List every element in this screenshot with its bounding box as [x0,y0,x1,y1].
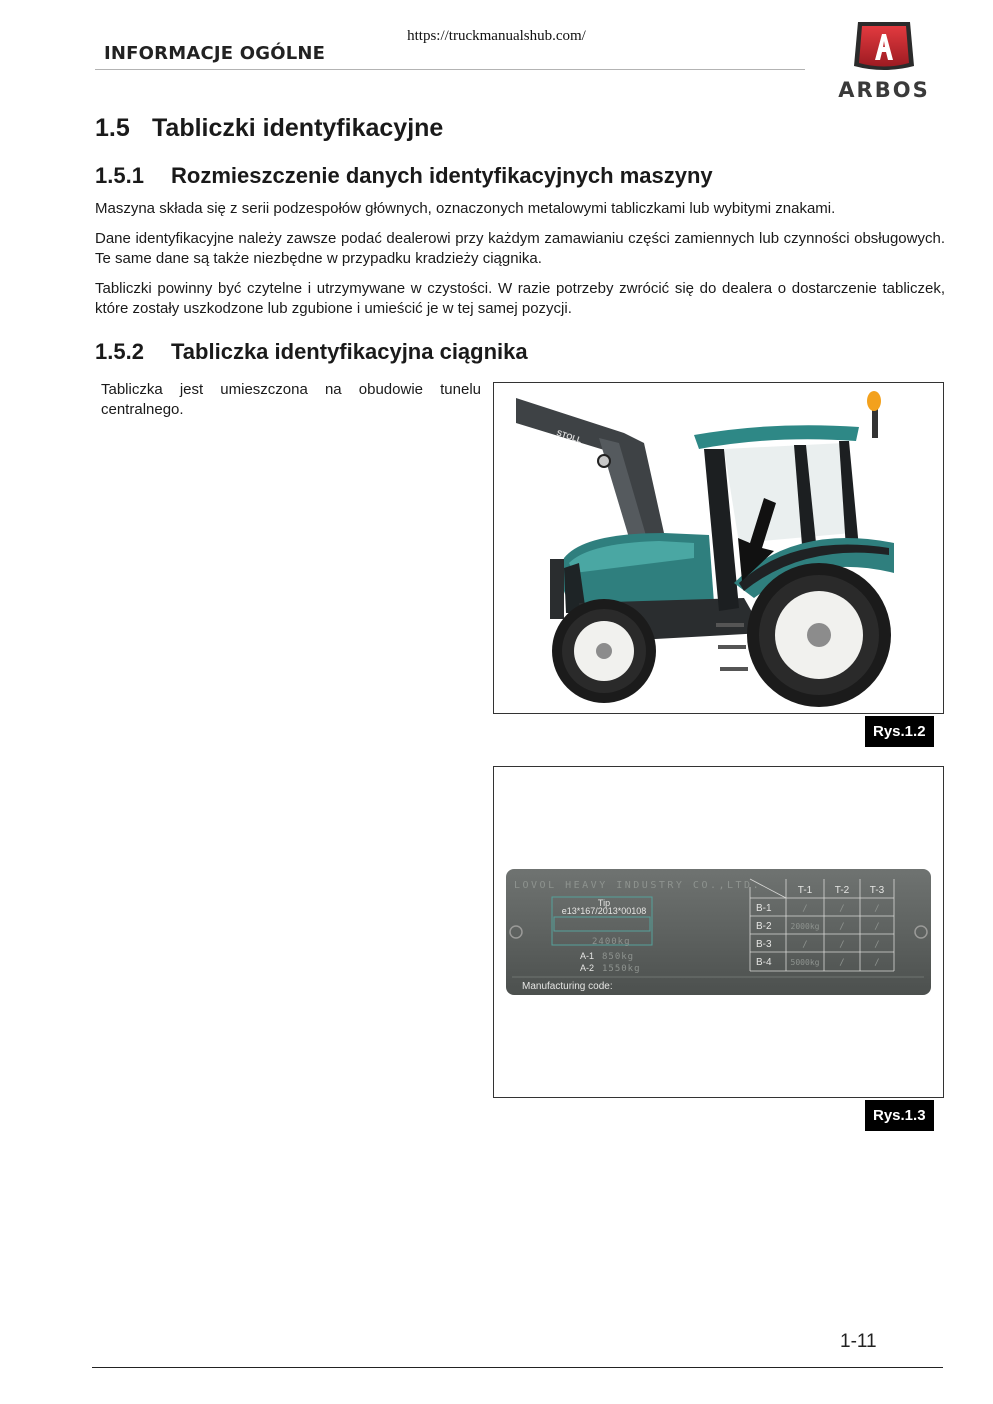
plate-table-header: T-2 [834,885,850,896]
plate-table-cell: / [839,958,845,968]
page-number: 1-11 [840,1331,877,1352]
source-url: https://truckmanualshub.com/ [407,28,586,44]
section-heading [95,114,443,143]
plate-table-header: T-1 [797,885,813,896]
plate-table-cell: / [874,940,880,950]
plate-company: LOVOL HEAVY INDUSTRY CO.,LTD. [514,880,762,891]
subsection-1-heading [95,163,713,189]
plate-table-row-label: B-3 [756,939,772,950]
plate-manufacturing-code-label: Manufacturing code: [522,981,613,992]
plate-location-text: Tabliczka jest umieszczona na obudowie tunelu centralnego. [101,381,481,418]
plate-table-cell: / [839,922,845,932]
subsection-2-title: Tabliczka identyfikacyjna ciągnika [171,339,528,364]
plate-table-cell: / [802,904,808,914]
plate-table-cell: / [874,958,880,968]
identification-plate [494,767,943,1097]
arbos-a-shield-icon [828,18,940,78]
plate-type-label: Tip [597,898,611,908]
plate-table-header: T-3 [869,885,885,896]
subsection-2-number: 1.5.2 [95,339,144,364]
section-title: Tabliczki identyfikacyjne [152,114,444,142]
logo-text: ARBOS [838,78,930,102]
plate-table-cell: / [839,940,845,950]
figure-caption: Rys.1.2 [865,716,934,747]
plate-axle-value: 850kg [602,952,635,962]
footer-divider [92,1367,943,1368]
plate-table-cell: / [802,940,808,950]
paragraph: Dane identyfikacyjne należy zawsze podać dealerowi przy każdym zamawianiu części zamiennych lub czynności obsługowych. Te same dane są także niezbędne w przypadku kradzieży ciągnika. [95,230,945,267]
plate-approval-number: e13*167/2013*00108 [561,906,647,916]
figure-tractor [493,382,944,714]
subsection-1-number: 1.5.1 [95,163,144,188]
plate-table-cell: / [874,904,880,914]
subsection-1-title: Rozmieszczenie danych identyfikacyjnych maszyny [171,163,713,188]
arbos-logo [828,18,940,100]
header-title: INFORMACJE OGÓLNE [104,43,326,64]
figure-caption: Rys.1.3 [865,1100,934,1131]
section-number: 1.5 [95,114,130,142]
paragraph: Maszyna składa się z serii podzespołów głównych, oznaczonych metalowymi tabliczkami lub wybitymi znakami. [95,200,836,217]
plate-axle-label: A-1 [580,951,595,961]
plate-mass: 2400kg [592,937,631,947]
plate-axle-value: 1550kg [602,964,641,974]
header-divider [95,69,805,70]
figure-identification-plate [493,766,944,1098]
plate-axle-label: A-2 [580,963,595,973]
plate-table-cell: / [874,922,880,932]
loader-brand-label: STOLL [555,428,583,445]
plate-table-row-label: B-1 [756,903,772,914]
subsection-2-heading [95,339,528,365]
plate-table-row-label: B-4 [756,957,772,968]
tractor-illustration [494,383,943,713]
paragraph: Tabliczki powinny być czytelne i utrzymywane w czystości. W razie potrzeby zwrócić się do dealera o dostarczenie tabliczek, które zostały uszkodzone lub zgubione i umieścić je w tej samej pozycji. [95,280,945,317]
plate-table-cell: / [839,904,845,914]
plate-table-cell: 5000kg [790,958,820,967]
plate-table-cell: 2000kg [790,922,820,931]
plate-table-row-label: B-2 [756,921,772,932]
